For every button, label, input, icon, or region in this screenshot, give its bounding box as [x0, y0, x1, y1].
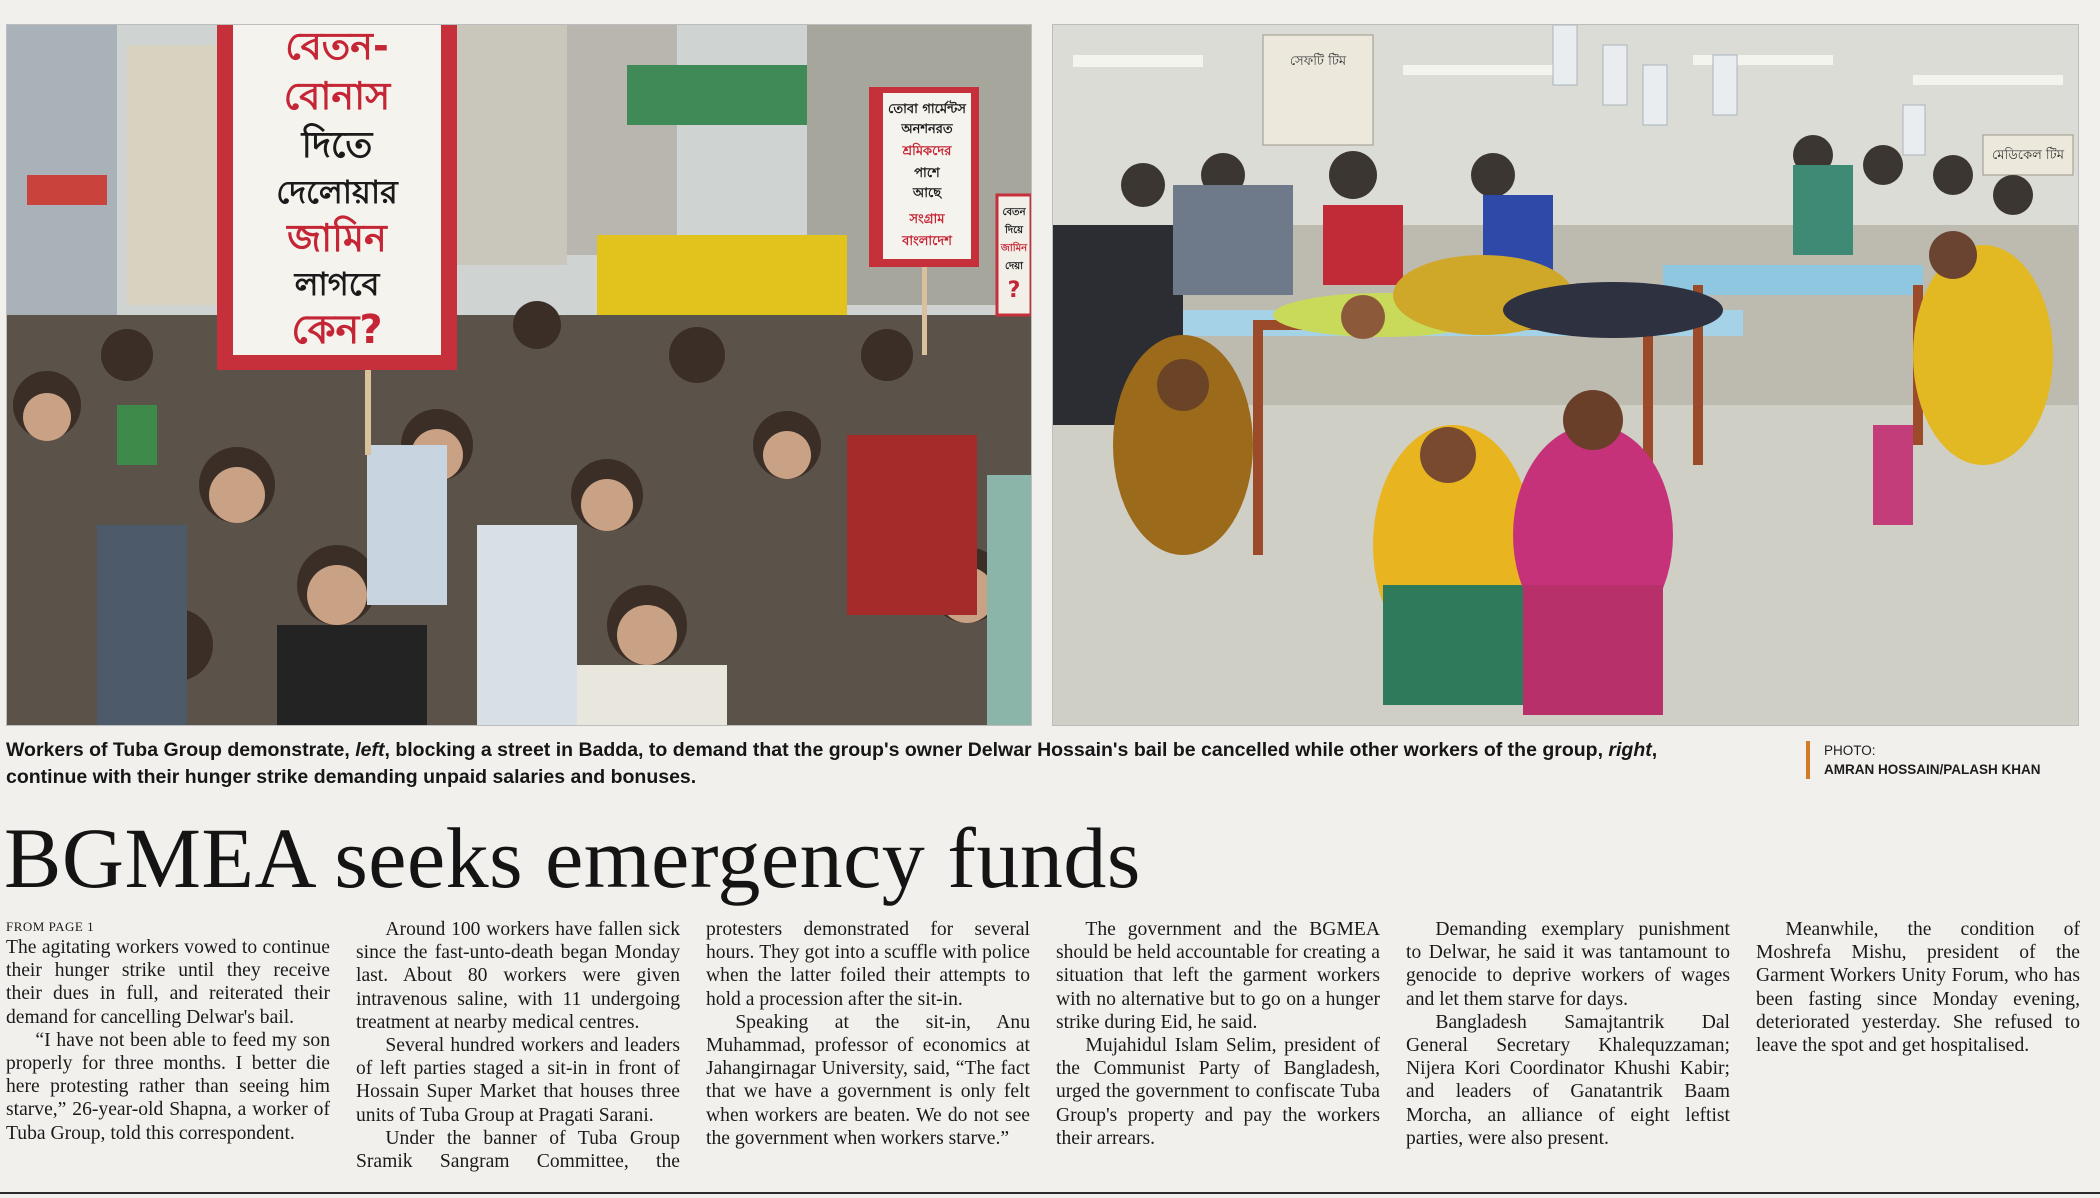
placard-main-line-3: দিতে — [301, 125, 373, 166]
placard-main-line-4: দেলোয়ার — [276, 173, 398, 211]
bottom-rule — [0, 1192, 2100, 1194]
article-kicker: FROM PAGE 1 — [6, 919, 95, 934]
caption-left-word: left — [355, 739, 385, 761]
caption-text-2: , blocking a street in Badda, to demand that the group's owner Delwar Hossain's bail be cancelled while other workers of the group, — [384, 739, 1609, 761]
hunger-strike-photo-illustration — [1053, 25, 2078, 725]
article-paragraph: “I have not been able to feed my son properly for three months. I better die here protesting rather than seeing him starve,” 26-year-old Shapna, a worker of Tuba Group, told this correspondent. — [6, 1029, 330, 1144]
placard-small-line-3: জামিন — [1000, 243, 1028, 254]
caption-text-3: , continue with their hunger strike demanding unpaid salaries and bonuses. — [6, 739, 1658, 788]
protest-photo — [6, 24, 1032, 726]
article-paragraph: Mujahidul Islam Selim, president of the Communist Party of Bangladesh, urged the government to confiscate Tuba Group's property and pay the workers their arrears. — [1056, 1035, 1380, 1149]
photo-credit-names: AMRAN HOSSAIN/PALASH KHAN — [1824, 762, 2041, 777]
placard-main-line-2: বোনাস — [283, 74, 391, 118]
photo-caption — [6, 737, 1706, 791]
hunger-strike-photo — [1052, 24, 2079, 726]
caption-text-1: Workers of Tuba Group demonstrate, — [6, 739, 356, 761]
placard-right-line-7: বাংলাদেশ — [902, 234, 952, 249]
article-paragraph: Several hundred workers and leaders of left parties staged a sit-in in front of Hossain Super Market that houses three units of Tuba Group at Pragati Sarani. — [356, 1035, 680, 1126]
wall-sign-1: সেফটি টিম — [1289, 54, 1347, 69]
photo-credit-label: PHOTO: — [1824, 743, 1876, 758]
placard-main-line-7: কেন? — [291, 307, 383, 353]
article-paragraph: Speaking at the sit-in, Anu Muhammad, professor of economics at Jahangirnagar University, said, “The fact that we have a government is only felt when workers are beaten. We do not see the government when workers starve.” — [706, 1011, 1030, 1149]
protest-photo-illustration — [7, 25, 1031, 725]
placard-right-line-2: অনশনরত — [901, 122, 953, 137]
article-paragraph: Bangladesh Samajtantrik Dal General Secretary Khalequzzaman; Nijera Kori Coordinator Khushi Kabir; and leaders of Ganatantrik Baam Morcha, an alliance of eight leftist parties, were also present. — [1406, 1011, 1730, 1149]
article-body — [6, 918, 2080, 1180]
article-paragraph: Under the banner of Tuba Group Sramik Sangram Committee, the protesters demonstrated for several hours. They got into a scuffle with police when the latter foiled their attempts to hold a procession after the sit-in. — [356, 919, 1030, 1173]
photo-credit — [1806, 741, 2041, 779]
placard-small-line-4: দেয়া — [1004, 261, 1024, 272]
placard-right-line-5: আছে — [912, 186, 942, 201]
placard-small-line-2: দিয়ে — [1004, 225, 1024, 236]
article-paragraph: Around 100 workers have fallen sick since the fast-unto-death began Monday last. About 80 workers were given intravenous saline, with 11 undergoing treatment at nearby medical centres. — [356, 919, 680, 1033]
article-paragraph: Demanding exemplary punishment to Delwar, he said it was tantamount to genocide to deprive workers of wages and let them starve for days. — [1406, 919, 1730, 1010]
article-paragraph: The agitating workers vowed to continue their hunger strike until they receive their dues in full, and reiterated their demand for cancelling Delwar's bail. — [6, 937, 330, 1028]
caption-right-word: right — [1608, 739, 1652, 761]
placard-main-line-1: বেতন- — [285, 25, 389, 68]
placard-right-line-3: শ্রমিকদের — [902, 144, 952, 159]
placard-right-line-4: পাশে — [914, 166, 940, 181]
headline: BGMEA seeks emergency funds — [4, 810, 1141, 906]
placard-small-line-1: বেতন — [1002, 207, 1026, 218]
placard-small-line-5: ? — [1007, 278, 1021, 303]
wall-sign-2: মেডিকেল টিম — [1992, 148, 2064, 163]
placard-right-line-1: তোবা গার্মেন্টস — [888, 102, 966, 117]
placard-right-line-6: সংগ্রাম — [909, 212, 945, 227]
article-paragraph: The government and the BGMEA should be held accountable for creating a situation that left the garment workers with no alternative but to go on a hunger strike during Eid, he said. — [1056, 919, 1380, 1033]
placard-main-line-5: জামিন — [287, 216, 387, 260]
article-paragraph: Meanwhile, the condition of Moshrefa Mishu, president of the Garment Workers Unity Forum, who has been fasting since Monday evening, deteriorated yesterday. She refused to leave the spot and get hospitalised. — [1756, 919, 2080, 1057]
placard-main-line-6: লাগবে — [294, 265, 380, 303]
